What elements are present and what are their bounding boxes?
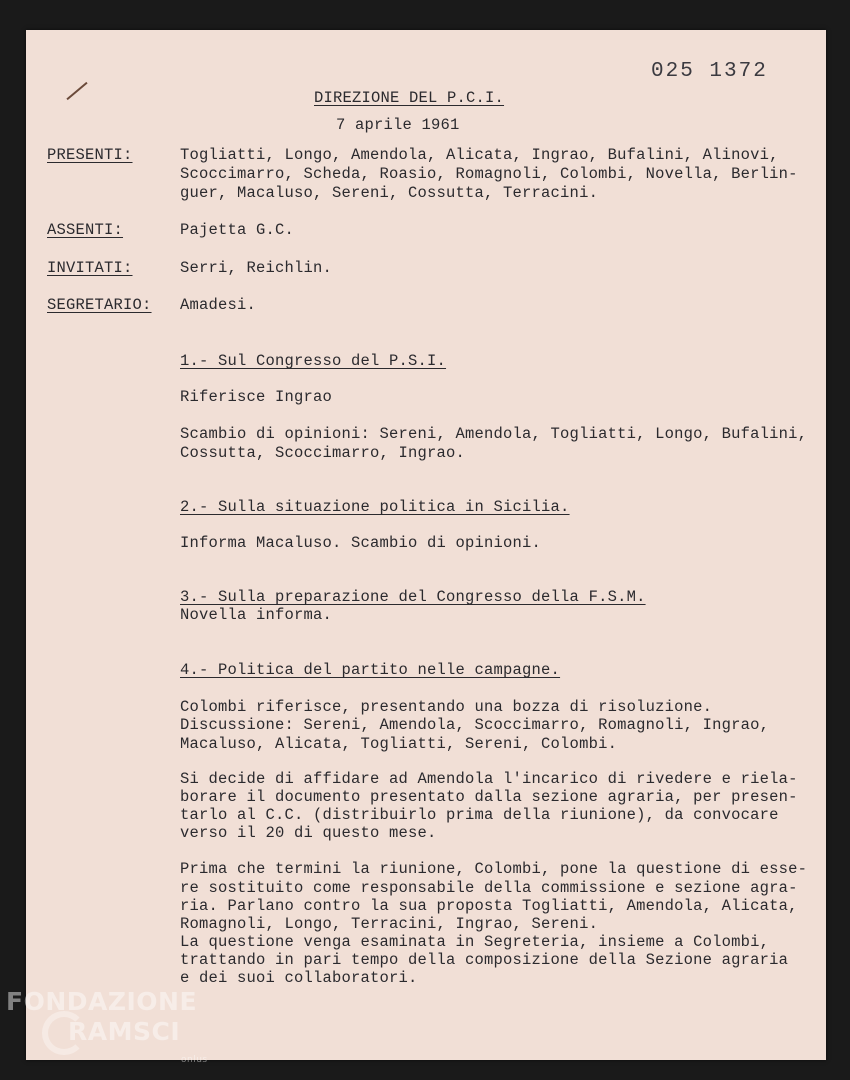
invitati-value: Serri, Reichlin. (180, 259, 333, 277)
document-title: DIREZIONE DEL P.C.I. (314, 89, 505, 107)
item-4-line-6: tarlo al C.C. (distribuirlo prima della riunione), da convocare (180, 806, 779, 824)
watermark-sub: onlus (181, 1055, 208, 1065)
document-page (26, 30, 826, 1060)
item-4-line-13: trattando in pari tempo della composizione della Sezione agraria (180, 951, 789, 969)
item-4-line-14: e dei suoi collaboratori. (180, 969, 418, 987)
item-4-line-4: Si decide di affidare ad Amendola l'incarico di rivedere e riela- (180, 770, 798, 788)
watermark-line-2: RAMSCI (68, 1017, 181, 1046)
item-4-line-8: Prima che termini la riunione, Colombi, pone la questione di esse- (180, 860, 808, 878)
item-4-line-9: re sostituito come responsabile della commissione e sezione agra- (180, 879, 798, 897)
presenti-label: PRESENTI: (47, 146, 133, 164)
item-4-heading: 4.- Politica del partito nelle campagne. (180, 661, 561, 679)
item-3-heading: 3.- Sulla preparazione del Congresso della F.S.M. (180, 588, 646, 606)
gramsci-g-icon (42, 1011, 86, 1055)
item-1-line-3: Cossutta, Scoccimarro, Ingrao. (180, 444, 466, 462)
item-2-heading: 2.- Sulla situazione politica in Sicilia. (180, 498, 570, 516)
invitati-label: INVITATI: (47, 259, 133, 277)
item-4-line-11: Romagnoli, Longo, Terracini, Ingrao, Sereni. (180, 915, 599, 933)
assenti-label: ASSENTI: (47, 221, 124, 239)
watermark-line-1: FONDAZIONE (6, 987, 198, 1016)
item-4-line-2: Discussione: Sereni, Amendola, Scoccimarro, Romagnoli, Ingrao, (180, 716, 770, 734)
item-4-line-12: La questione venga esaminata in Segreteria, insieme a Colombi, (180, 933, 770, 951)
document-number: 025 1372 (651, 60, 768, 83)
item-4-line-10: ria. Parlano contro la sua proposta Togliatti, Amendola, Alicata, (180, 897, 798, 915)
presenti-line-1: Togliatti, Longo, Amendola, Alicata, Ingrao, Bufalini, Alinovi, (180, 146, 779, 164)
fondazione-gramsci-watermark (6, 987, 208, 1065)
item-4-line-7: verso il 20 di questo mese. (180, 824, 437, 842)
item-4-line-3: Macaluso, Alicata, Togliatti, Sereni, Colombi. (180, 735, 618, 753)
assenti-value: Pajetta G.C. (180, 221, 295, 239)
document-date: 7 aprile 1961 (336, 116, 460, 134)
presenti-line-3: guer, Macaluso, Sereni, Cossutta, Terracini. (180, 184, 599, 202)
item-4-line-1: Colombi riferisce, presentando una bozza di risoluzione. (180, 698, 713, 716)
item-1-line-1: Riferisce Ingrao (180, 388, 333, 406)
item-2-line-1: Informa Macaluso. Scambio di opinioni. (180, 534, 542, 552)
item-1-heading: 1.- Sul Congresso del P.S.I. (180, 352, 447, 370)
item-4-line-5: borare il documento presentato dalla sezione agraria, per presen- (180, 788, 798, 806)
pencil-mark (66, 82, 87, 100)
item-3-line-1: Novella informa. (180, 606, 333, 624)
presenti-line-2: Scoccimarro, Scheda, Roasio, Romagnoli, Colombi, Novella, Berlin- (180, 165, 798, 183)
segretario-value: Amadesi. (180, 296, 257, 314)
item-1-line-2: Scambio di opinioni: Sereni, Amendola, Togliatti, Longo, Bufalini, (180, 425, 808, 443)
segretario-label: SEGRETARIO: (47, 296, 152, 314)
